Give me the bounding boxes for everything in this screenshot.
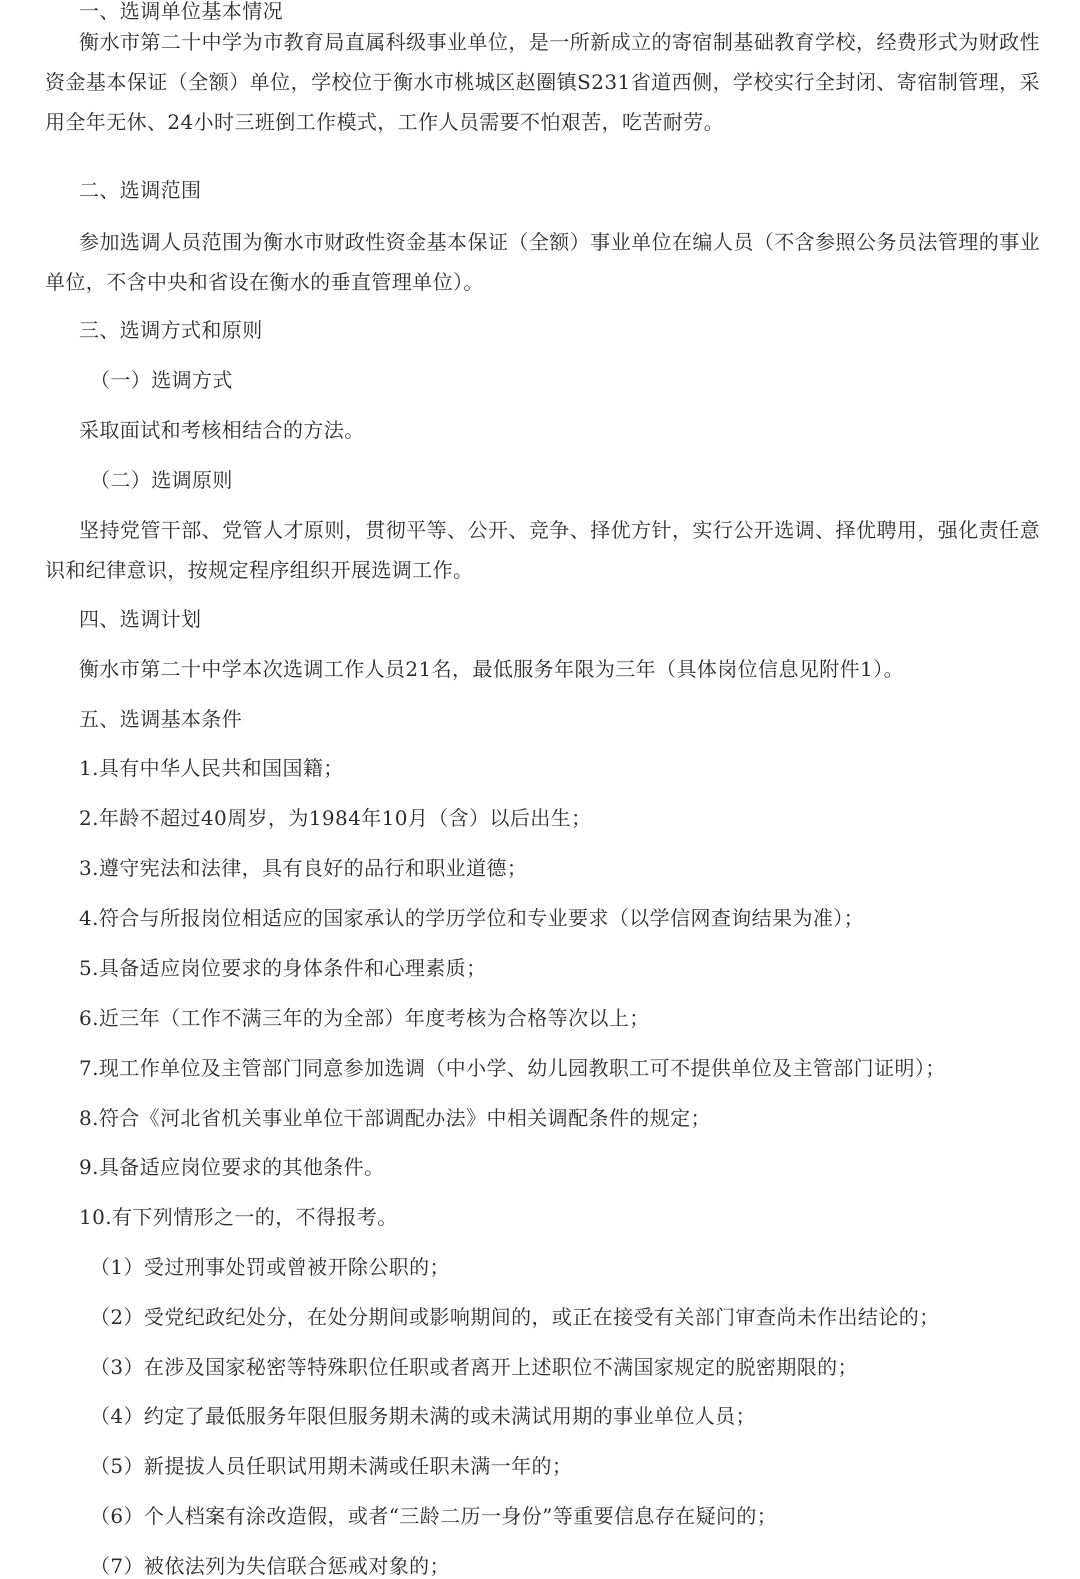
condition-item-6: 6.近三年（工作不满三年的为全部）年度考核为合格等次以上； [79, 1006, 650, 1030]
exclusion-item-6: （6）个人档案有涂改造假，或者“三龄二历一身份”等重要信息存在疑问的； [90, 1504, 778, 1528]
exclusion-item-1: （1）受过刑事处罚或曾被开除公职的； [90, 1255, 450, 1279]
exclusion-item-5: （5）新提拔人员任职试用期未满或任职未满一年的； [90, 1454, 573, 1478]
section-3-sub1-text: 采取面试和考核相结合的方法。 [79, 418, 365, 442]
exclusion-item-4: （4）约定了最低服务年限但服务期未满的或未满试用期的事业单位人员； [90, 1404, 756, 1428]
section-3-sub2-paragraph: 坚持党管干部、党管人才原则，贯彻平等、公开、竞争、择优方针，实行公开选调、择优聘用，强化责任意识和纪律意识，按规定程序组织开展选调工作。 [45, 518, 1040, 582]
section-5-heading: 五、选调基本条件 [79, 707, 243, 731]
condition-item-5: 5.具备适应岗位要求的身体条件和心理素质； [79, 956, 487, 980]
condition-item-8: 8.符合《河北省机关事业单位干部调配办法》中相关调配条件的规定； [79, 1106, 711, 1130]
section-3-sub2-heading: （二）选调原则 [90, 468, 233, 492]
condition-item-10: 10.有下列情形之一的，不得报考。 [79, 1205, 398, 1229]
section-4-text: 衡水市第二十中学本次选调工作人员21名，最低服务年限为三年（具体岗位信息见附件1）。 [79, 657, 904, 681]
condition-item-4: 4.符合与所报岗位相适应的国家承认的学历学位和专业要求（以学信网查询结果为准）； [79, 906, 865, 930]
condition-item-9: 9.具备适应岗位要求的其他条件。 [79, 1155, 385, 1179]
exclusion-item-3: （3）在涉及国家秘密等特殊职位任职或者离开上述职位不满国家规定的脱密期限的； [90, 1355, 858, 1379]
section-2-paragraph: 参加选调人员范围为衡水市财政性资金基本保证（全额）事业单位在编人员（不含参照公务员法管理的事业单位，不含中央和省设在衡水的垂直管理单位）。 [45, 230, 1040, 294]
condition-item-1: 1.具有中华人民共和国国籍； [79, 756, 344, 780]
section-1-heading: 一、选调单位基本情况 [79, 0, 283, 23]
exclusion-item-2: （2）受党纪政纪处分，在处分期间或影响期间的，或正在接受有关部门审查尚未作出结论的； [90, 1305, 940, 1329]
condition-item-3: 3.遵守宪法和法律，具有良好的品行和职业道德； [79, 856, 528, 880]
condition-item-7: 7.现工作单位及主管部门同意参加选调（中小学、幼儿园教职工可不提供单位及主管部门证明）； [79, 1056, 946, 1080]
section-3-sub1-heading: （一）选调方式 [90, 368, 233, 392]
condition-item-2: 2.年龄不超过40周岁，为1984年10月（含）以后出生； [79, 806, 592, 830]
exclusion-item-7: （7）被依法列为失信联合惩戒对象的； [90, 1554, 450, 1578]
section-1-paragraph: 衡水市第二十中学为市教育局直属科级事业单位，是一所新成立的寄宿制基础教育学校，经费形式为财政性资金基本保证（全额）单位，学校位于衡水市桃城区赵圈镇S231省道西侧，学校实行全封闭、寄宿制管理，采用全年无休、24小时三班倒工作模式，工作人员需要不怕艰苦，吃苦耐劳。 [45, 30, 1040, 134]
section-3-heading: 三、选调方式和原则 [79, 318, 263, 342]
section-2-heading: 二、选调范围 [79, 178, 202, 202]
section-4-heading: 四、选调计划 [79, 607, 202, 631]
